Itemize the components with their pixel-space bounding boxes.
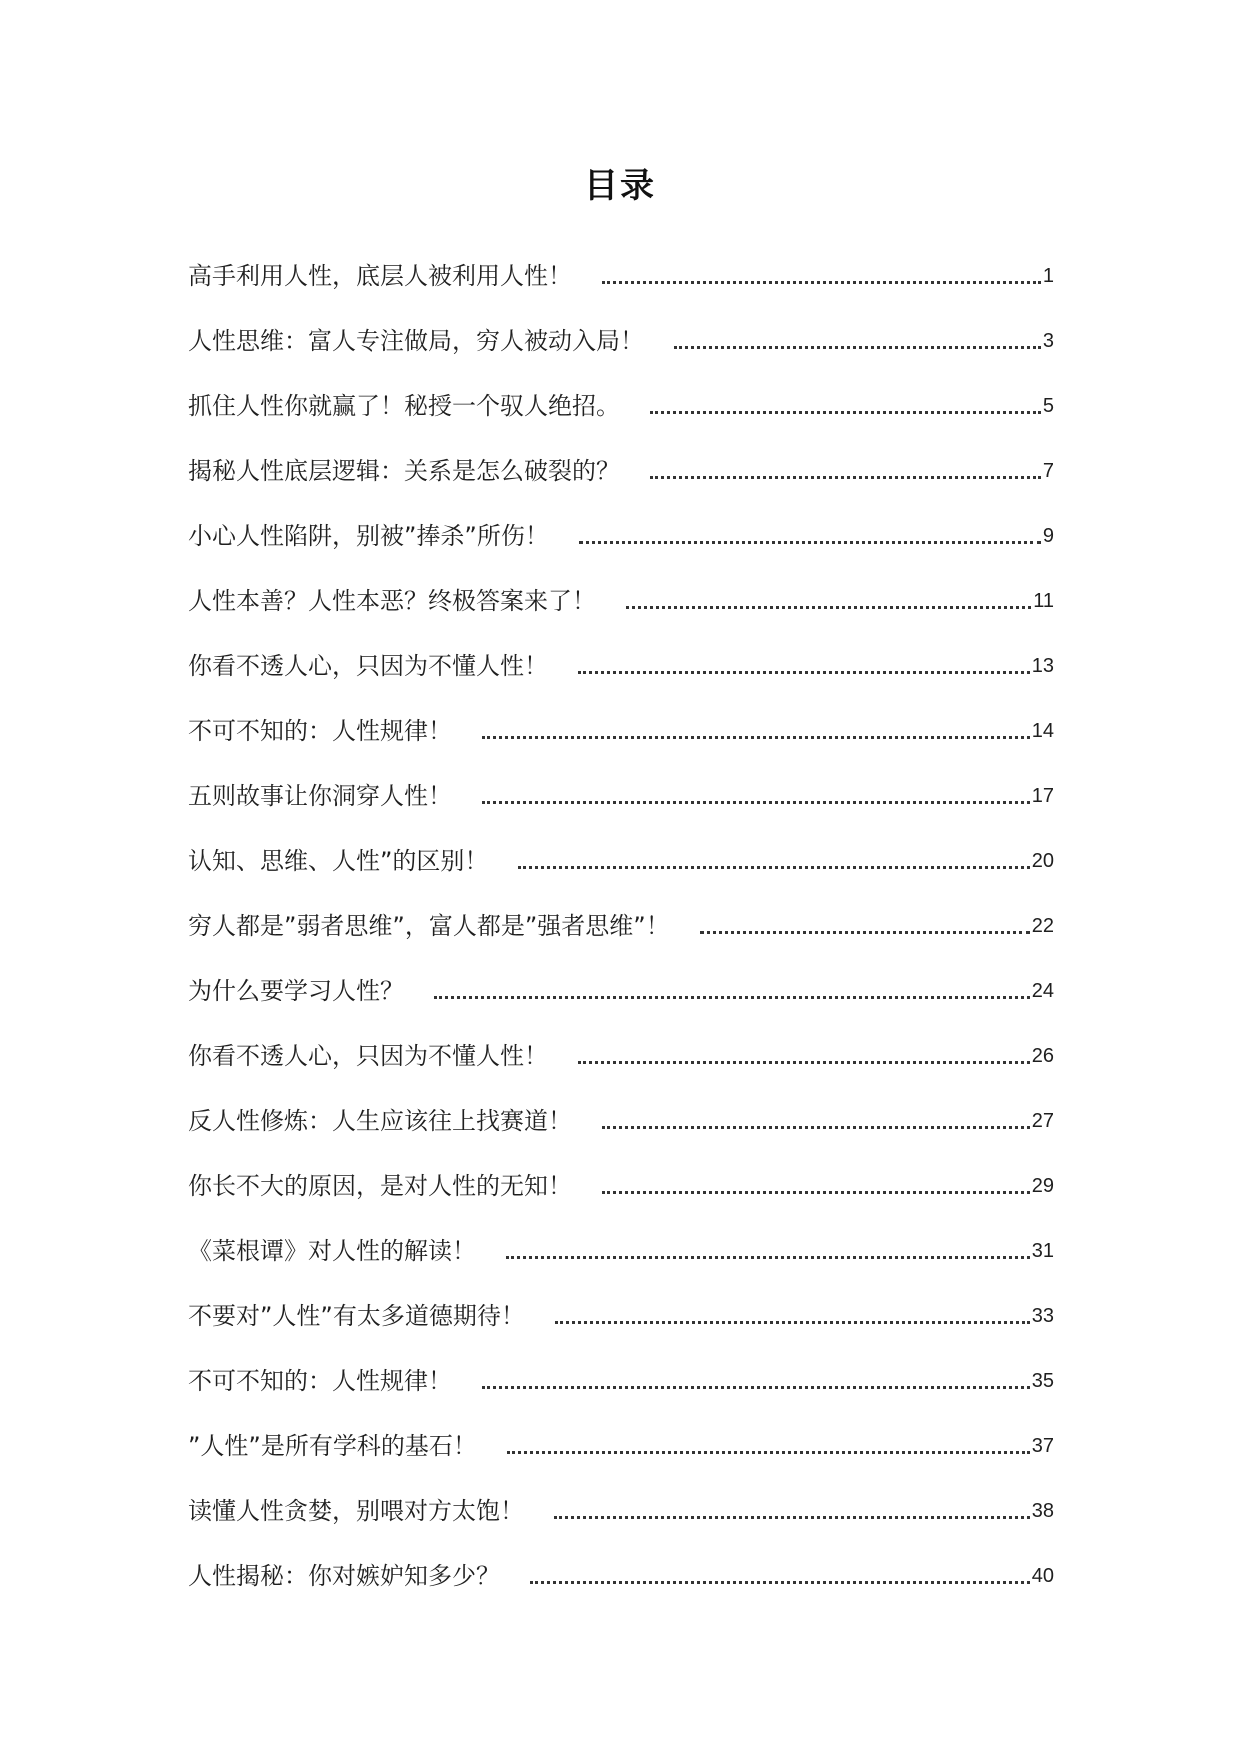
toc-dot-leader <box>554 1516 1030 1519</box>
toc-dot-leader <box>506 1256 1030 1259</box>
toc-entry-page: 37 <box>1031 1435 1054 1457</box>
toc-dot-leader <box>650 476 1041 479</box>
toc-entry-page: 3 <box>1042 330 1054 352</box>
toc-entry-page: 27 <box>1031 1110 1054 1132</box>
toc-dot-leader <box>602 281 1041 284</box>
toc-entry[interactable] <box>188 1071 1054 1136</box>
toc-entry-page: 40 <box>1031 1565 1054 1587</box>
toc-entry-page: 22 <box>1031 915 1054 937</box>
toc-entry-title: 高手利用人性，底层人被利用人性！ <box>188 262 572 290</box>
toc-title: 目录 <box>584 166 656 206</box>
toc-entry[interactable] <box>188 1136 1054 1201</box>
toc-entry-title: 五则故事让你洞穿人性！ <box>188 782 452 810</box>
toc-entry-page: 5 <box>1042 395 1054 417</box>
toc-entry-page: 33 <box>1031 1305 1054 1327</box>
toc-dot-leader <box>578 671 1030 674</box>
toc-entry-page: 20 <box>1031 850 1054 872</box>
toc-entry-title: 为什么要学习人性？ <box>188 977 404 1005</box>
toc-entry-title: 抓住人性你就赢了！秘授一个驭人绝招。 <box>188 392 620 420</box>
toc-entry-page: 31 <box>1031 1240 1054 1262</box>
toc-entry-page: 24 <box>1031 980 1054 1002</box>
toc-entry[interactable] <box>188 746 1054 811</box>
toc-entry-title: 人性本善？人性本恶？终极答案来了！ <box>188 587 596 615</box>
toc-dot-leader <box>482 736 1030 739</box>
toc-entry-title: 穷人都是”弱者思维”，富人都是”强者思维”！ <box>188 912 670 940</box>
toc-entry-title: 反人性修炼：人生应该往上找赛道！ <box>188 1107 572 1135</box>
toc-entry[interactable] <box>188 486 1054 551</box>
toc-entry-page: 17 <box>1031 785 1054 807</box>
toc-dot-leader <box>650 411 1041 414</box>
toc-entry[interactable] <box>188 291 1054 356</box>
toc-entry-page: 29 <box>1031 1175 1054 1197</box>
toc-entry-title: 不可不知的：人性规律！ <box>188 717 452 745</box>
toc-entry-title: 人性思维：富人专注做局，穷人被动入局！ <box>188 327 644 355</box>
toc-entry[interactable] <box>188 1461 1054 1526</box>
toc-entry-page: 26 <box>1031 1045 1054 1067</box>
toc-entry-title: 认知、思维、人性”的区别！ <box>188 847 489 875</box>
toc-entry-title: 不可不知的：人性规律！ <box>188 1367 452 1395</box>
toc-entry-title: ”人性”是所有学科的基石！ <box>188 1432 477 1460</box>
toc-entry-title: 你看不透人心，只因为不懂人性！ <box>188 1042 548 1070</box>
toc-entry[interactable] <box>188 941 1054 1006</box>
toc-entry-title: 读懂人性贪婪，别喂对方太饱！ <box>188 1497 524 1525</box>
toc-entry-title: 你看不透人心，只因为不懂人性！ <box>188 652 548 680</box>
toc-entry-title: 人性揭秘：你对嫉妒知多少？ <box>188 1562 500 1590</box>
toc-entry-page: 1 <box>1042 265 1054 287</box>
toc-list <box>188 226 1054 1591</box>
toc-entry[interactable] <box>188 226 1054 291</box>
toc-dot-leader <box>555 1321 1030 1324</box>
toc-dot-leader <box>507 1451 1030 1454</box>
toc-entry[interactable] <box>188 1006 1054 1071</box>
toc-entry[interactable] <box>188 551 1054 616</box>
toc-entry[interactable] <box>188 1526 1054 1591</box>
toc-dot-leader <box>579 541 1041 544</box>
toc-entry[interactable] <box>188 681 1054 746</box>
toc-entry-page: 35 <box>1031 1370 1054 1392</box>
toc-entry[interactable] <box>188 1396 1054 1461</box>
toc-entry[interactable] <box>188 876 1054 941</box>
toc-entry-page: 9 <box>1042 525 1054 547</box>
toc-dot-leader <box>674 346 1041 349</box>
toc-entry-page: 11 <box>1033 590 1054 612</box>
toc-dot-leader <box>602 1191 1030 1194</box>
toc-dot-leader <box>530 1581 1030 1584</box>
toc-entry[interactable] <box>188 1266 1054 1331</box>
toc-dot-leader <box>482 801 1030 804</box>
toc-entry[interactable] <box>188 356 1054 421</box>
toc-entry-title: 揭秘人性底层逻辑：关系是怎么破裂的？ <box>188 457 620 485</box>
toc-dot-leader <box>578 1061 1030 1064</box>
toc-entry[interactable] <box>188 1201 1054 1266</box>
toc-dot-leader <box>626 606 1031 609</box>
toc-dot-leader <box>602 1126 1030 1129</box>
toc-dot-leader <box>434 996 1030 999</box>
toc-entry-page: 13 <box>1031 655 1054 677</box>
toc-entry[interactable] <box>188 1331 1054 1396</box>
toc-dot-leader <box>518 866 1029 869</box>
toc-entry-page: 14 <box>1031 720 1054 742</box>
toc-entry-title: 《菜根谭》对人性的解读！ <box>188 1237 476 1265</box>
toc-entry[interactable] <box>188 811 1054 876</box>
toc-entry-title: 你长不大的原因，是对人性的无知！ <box>188 1172 572 1200</box>
toc-entry-title: 不要对”人性”有太多道德期待！ <box>188 1302 525 1330</box>
toc-entry[interactable] <box>188 616 1054 681</box>
toc-entry[interactable] <box>188 421 1054 486</box>
toc-dot-leader <box>482 1386 1030 1389</box>
toc-entry-page: 7 <box>1042 460 1054 482</box>
toc-entry-title: 小心人性陷阱，别被”捧杀”所伤！ <box>188 522 549 550</box>
toc-entry-page: 38 <box>1031 1500 1054 1522</box>
toc-dot-leader <box>700 931 1030 934</box>
